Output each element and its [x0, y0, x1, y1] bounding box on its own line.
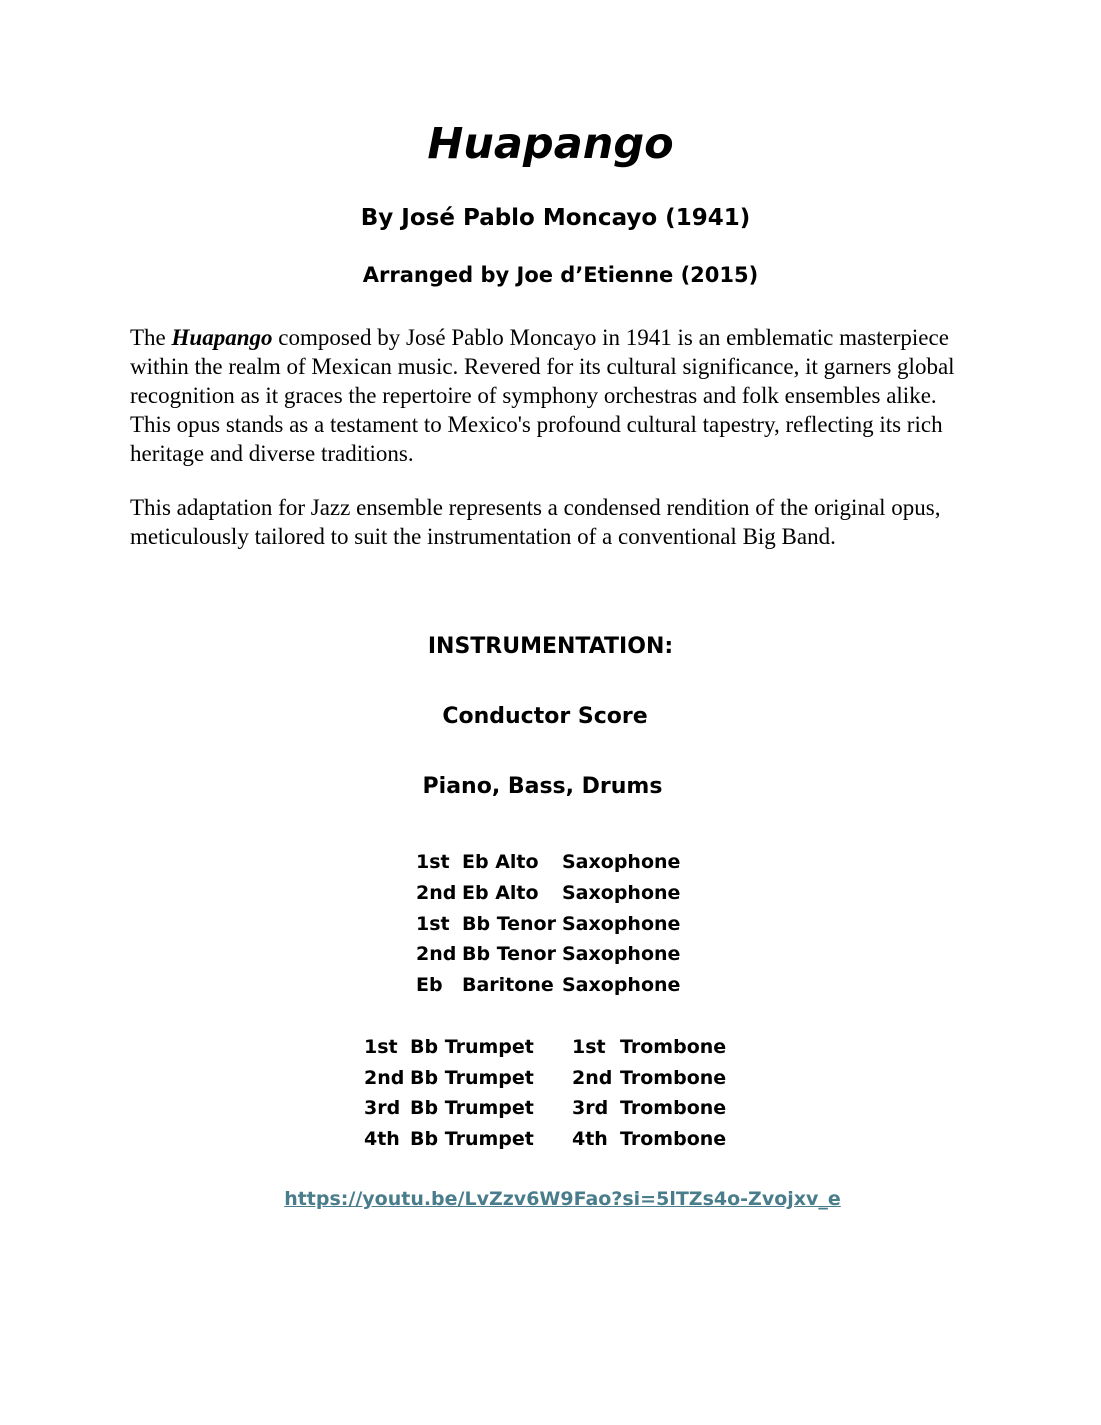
trumpet-label: Bb Trumpet	[410, 1128, 534, 1151]
conductor-score-line: Conductor Score	[442, 704, 648, 729]
trombone-order: 2nd	[572, 1066, 613, 1089]
document-title: Huapango	[427, 119, 674, 169]
trombone-order: 1st	[572, 1036, 606, 1058]
sax-instrument: Eb Alto	[462, 881, 539, 904]
video-link[interactable]: https://youtu.be/LvZzv6W9Fao?si=5lTZs4o-Zvojxv_e	[284, 1188, 841, 1210]
trumpet-label: Bb Trumpet	[410, 1097, 534, 1120]
brass-row	[364, 1124, 726, 1155]
trumpet-label: Bb Trumpet	[410, 1066, 534, 1089]
sax-family: Saxophone	[562, 943, 681, 966]
sax-family: Saxophone	[562, 851, 681, 873]
saxophone-row	[416, 878, 680, 909]
trombone-label: Trombone	[620, 1036, 727, 1058]
sax-instrument: Eb Alto	[462, 851, 539, 873]
trumpet-label: Bb Trumpet	[410, 1036, 534, 1058]
saxophone-row	[416, 909, 680, 940]
sax-family: Saxophone	[562, 881, 681, 904]
arranger-line: Arranged by Joe d’Etienne (2015)	[362, 263, 759, 287]
trombone-order: 4th	[572, 1128, 608, 1151]
sax-order: 2nd	[416, 881, 457, 904]
trombone-label: Trombone	[620, 1128, 727, 1151]
intro-emphasis: Huapango	[171, 325, 273, 350]
adaptation-paragraph: This adaptation for Jazz ensemble represents a condensed rendition of the original opus, meticulously tailored to suit the instrumentation of a conventional Big Band.	[130, 495, 941, 549]
sax-order: 1st	[416, 851, 450, 873]
sax-family: Saxophone	[562, 912, 681, 935]
trumpet-order: 1st	[364, 1036, 398, 1058]
sax-instrument: Bb Tenor	[462, 943, 556, 966]
trombone-label: Trombone	[620, 1097, 727, 1120]
trombone-label: Trombone	[620, 1066, 727, 1089]
brass-row	[364, 1063, 726, 1094]
trumpet-order: 4th	[364, 1128, 400, 1151]
sax-instrument: Bb Tenor	[462, 912, 556, 935]
saxophone-row	[416, 847, 680, 878]
saxophone-list	[416, 847, 680, 1001]
sax-order: 1st	[416, 912, 450, 935]
composer-byline: By José Pablo Moncayo (1941)	[360, 205, 751, 231]
trumpet-order: 2nd	[364, 1066, 405, 1089]
trumpet-order: 3rd	[364, 1097, 401, 1120]
brass-row	[364, 1032, 726, 1063]
instrumentation-heading: INSTRUMENTATION:	[427, 634, 674, 659]
intro-paragraph	[130, 323, 980, 468]
brass-row	[364, 1093, 726, 1124]
brass-list	[364, 1032, 726, 1155]
sax-family: Saxophone	[562, 974, 681, 997]
rhythm-section-line: Piano, Bass, Drums	[422, 774, 663, 799]
sax-order: 2nd	[416, 943, 457, 966]
sax-instrument: Baritone	[462, 974, 554, 997]
saxophone-row	[416, 970, 680, 1001]
trombone-order: 3rd	[572, 1097, 609, 1120]
intro-rest: composed by José Pablo Moncayo in 1941 is an emblematic masterpiece within the realm of Mexican music. Revered for its cultural significance, it garners global recognition as it graces the repertoire of symphony orchestras and folk ensembles alike. This opus stands as a testament to Mexico's profound cultural tapestry, reflecting its rich heritage and diverse traditions.	[130, 325, 955, 466]
saxophone-row	[416, 939, 680, 970]
intro-prefix: The	[130, 325, 172, 350]
sax-order: Eb	[416, 974, 443, 997]
